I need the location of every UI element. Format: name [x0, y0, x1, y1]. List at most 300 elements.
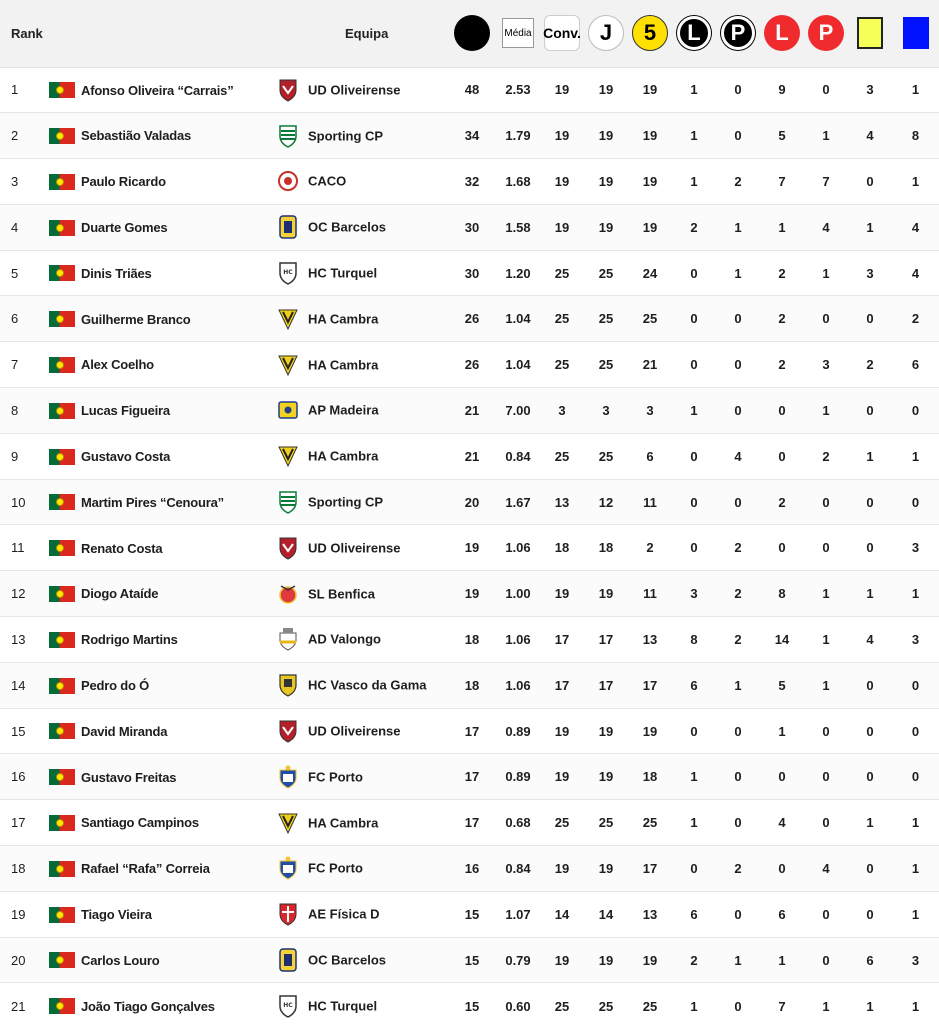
rank-cell: 17	[11, 815, 26, 831]
team-name[interactable]: Sporting CP	[308, 128, 384, 144]
media-cell: 0.68	[505, 815, 531, 831]
cambra-crest-icon	[278, 353, 298, 377]
yellow-cell: 3	[866, 265, 874, 281]
p-cell: 0	[734, 128, 742, 144]
goals-cell: 21	[464, 448, 480, 464]
team-cell[interactable]	[275, 571, 448, 617]
portugal-flag-icon	[49, 678, 75, 694]
team-cell[interactable]	[275, 113, 448, 159]
team-name[interactable]: HC Vasco da Gama	[308, 677, 427, 693]
team-cell[interactable]	[275, 342, 448, 388]
media-cell: 1.20	[505, 265, 531, 281]
oliveirense-crest-icon	[278, 536, 298, 560]
pr-cell: 0	[822, 82, 830, 98]
player-cell[interactable]	[49, 662, 275, 708]
media-cell: 0.89	[505, 723, 531, 739]
team-name[interactable]: FC Porto	[308, 769, 363, 785]
team-name[interactable]: SL Benfica	[308, 586, 375, 602]
l-cell: 1	[690, 769, 698, 785]
oliveirense-crest-icon	[278, 78, 298, 102]
p-cell: 1	[734, 677, 742, 693]
goals-cell: 17	[464, 723, 480, 739]
header-rank[interactable]: Rank	[11, 25, 43, 41]
team-name[interactable]: OC Barcelos	[308, 219, 387, 235]
team-cell[interactable]	[275, 983, 448, 1029]
team-name[interactable]: AD Valongo	[308, 631, 381, 647]
team-name[interactable]: HA Cambra	[308, 448, 379, 464]
pr-cell: 1	[822, 402, 830, 418]
j-cell: 17	[598, 631, 614, 647]
j-cell: 3	[602, 402, 610, 418]
conv-cell: 25	[554, 357, 570, 373]
table-row[interactable]	[0, 846, 939, 892]
l-cell: 3	[690, 586, 698, 602]
team-cell[interactable]	[275, 159, 448, 205]
table-row[interactable]	[0, 159, 939, 205]
portugal-flag-icon	[49, 449, 75, 465]
media-cell: 1.06	[505, 631, 531, 647]
player-name[interactable]: Tiago Vieira	[81, 907, 152, 923]
media-box: Média	[502, 18, 534, 48]
team-name[interactable]: AP Madeira	[308, 402, 379, 418]
yellow-cell: 0	[866, 769, 874, 785]
player-cell[interactable]	[49, 937, 275, 983]
rank-cell: 18	[11, 860, 26, 876]
p-cell: 2	[734, 173, 742, 189]
header-yellow-card[interactable]	[848, 0, 892, 67]
table-row[interactable]	[0, 937, 939, 983]
player-cell[interactable]	[49, 708, 275, 754]
player-name[interactable]: Lucas Figueira	[81, 403, 170, 419]
l-cell: 1	[690, 173, 698, 189]
conv-cell: 25	[554, 265, 570, 281]
oliveirense-crest-icon	[278, 719, 298, 743]
five-cell: 18	[642, 769, 658, 785]
porto-crest-icon	[278, 765, 298, 789]
lr-cell: 7	[778, 173, 786, 189]
five-cell: 25	[642, 311, 658, 327]
team-name[interactable]: HA Cambra	[308, 815, 379, 831]
header-l-red[interactable]	[760, 0, 804, 67]
rank-cell: 7	[11, 357, 19, 373]
table-row[interactable]	[0, 433, 939, 479]
team-name[interactable]: Sporting CP	[308, 494, 384, 510]
lr-cell: 0	[778, 402, 786, 418]
j-cell: 25	[598, 311, 614, 327]
porto-crest-icon	[278, 856, 298, 880]
j-cell: 19	[598, 128, 614, 144]
yellow-cell: 1	[866, 586, 874, 602]
l-cell: 0	[690, 357, 698, 373]
pr-cell: 1	[822, 631, 830, 647]
l-cell: 1	[690, 128, 698, 144]
team-name[interactable]: OC Barcelos	[308, 952, 387, 968]
player-name[interactable]: Guilherme Branco	[81, 311, 191, 327]
turquel-crest-icon	[278, 994, 298, 1018]
blue-cell: 3	[911, 631, 920, 647]
media-cell: 2.53	[505, 82, 531, 98]
player-cell[interactable]	[49, 800, 275, 846]
portugal-flag-icon	[49, 220, 75, 236]
goals-cell: 21	[464, 402, 480, 418]
media-cell: 0.60	[505, 998, 531, 1014]
p-cell: 1	[734, 952, 742, 968]
lr-cell: 0	[778, 448, 786, 464]
table-row[interactable]	[0, 113, 939, 159]
p-cell: 0	[734, 769, 742, 785]
table-row[interactable]	[0, 571, 939, 617]
goals-cell: 17	[464, 815, 480, 831]
j-cell: 25	[598, 448, 614, 464]
conv-cell: 3	[558, 402, 566, 418]
conv-cell: 19	[554, 769, 570, 785]
conv-cell: 19	[554, 128, 570, 144]
pr-cell: 0	[822, 494, 830, 510]
media-cell: 0.84	[505, 448, 531, 464]
team-cell[interactable]	[275, 388, 448, 434]
yellow-card-icon	[857, 17, 883, 49]
j-cell: 12	[598, 494, 614, 510]
five-cell: 11	[643, 586, 657, 602]
five-cell: 2	[646, 540, 654, 556]
player-name[interactable]: Diogo Ataíde	[81, 586, 159, 602]
table-row[interactable]	[0, 800, 939, 846]
l-cell: 8	[690, 631, 698, 647]
player-cell[interactable]	[49, 525, 275, 571]
table-row[interactable]	[0, 204, 939, 250]
pr-cell: 0	[822, 906, 830, 922]
p-cell: 0	[734, 723, 742, 739]
rank-cell: 12	[11, 586, 26, 602]
table-row[interactable]	[0, 617, 939, 663]
table-body	[0, 67, 939, 1029]
player-cell[interactable]	[49, 204, 275, 250]
team-cell[interactable]	[275, 708, 448, 754]
yellow-cell: 0	[866, 906, 874, 922]
yellow-cell: 3	[866, 82, 874, 98]
header-team[interactable]: Equipa	[345, 25, 389, 41]
team-name[interactable]: FC Porto	[308, 860, 363, 876]
yellow-cell: 4	[866, 631, 874, 647]
p-black-icon: P	[721, 16, 755, 50]
player-name[interactable]: Martim Pires “Cenoura”	[81, 494, 224, 510]
blue-cell: 1	[911, 82, 920, 98]
player-cell[interactable]	[49, 296, 275, 342]
conv-cell: 17	[554, 631, 570, 647]
team-cell[interactable]	[275, 846, 448, 892]
team-name[interactable]: UD Oliveirense	[308, 540, 401, 556]
j-cell: 25	[598, 265, 614, 281]
rank-cell: 21	[11, 998, 26, 1014]
five-cell: 19	[642, 173, 658, 189]
player-cell[interactable]	[49, 754, 275, 800]
pr-cell: 4	[822, 219, 830, 235]
team-name[interactable]: HC Turquel	[308, 265, 378, 281]
p-cell: 2	[734, 586, 742, 602]
l-cell: 1	[690, 815, 698, 831]
l-cell: 2	[690, 952, 698, 968]
player-name[interactable]: Dinis Triães	[81, 265, 152, 281]
j-cell: 19	[598, 723, 614, 739]
yellow-cell: 1	[866, 448, 874, 464]
goals-cell: 26	[464, 311, 480, 327]
team-cell[interactable]	[275, 433, 448, 479]
team-name[interactable]: AE Física D	[308, 906, 380, 922]
five-cell: 19	[642, 723, 658, 739]
player-name[interactable]: Carlos Louro	[81, 952, 160, 968]
player-cell[interactable]	[49, 250, 275, 296]
yellow-cell: 0	[866, 402, 874, 418]
p-cell: 0	[734, 402, 742, 418]
team-cell[interactable]	[275, 937, 448, 983]
p-cell: 1	[734, 219, 742, 235]
yellow-cell: 0	[866, 494, 874, 510]
rank-cell: 11	[11, 540, 25, 556]
yellow-cell: 0	[866, 173, 874, 189]
l-cell: 0	[690, 540, 698, 556]
portugal-flag-icon	[49, 540, 75, 556]
player-cell[interactable]	[49, 67, 275, 113]
team-cell[interactable]	[275, 204, 448, 250]
yellow-cell: 2	[866, 357, 874, 373]
blue-cell: 1	[911, 998, 920, 1014]
pr-cell: 0	[822, 815, 830, 831]
header-five[interactable]	[628, 0, 672, 67]
player-name[interactable]: Duarte Gomes	[81, 220, 168, 236]
portugal-flag-icon	[49, 632, 75, 648]
p-cell: 0	[734, 311, 742, 327]
goals-cell: 19	[464, 586, 480, 602]
player-name[interactable]: Paulo Ricardo	[81, 174, 166, 190]
team-name[interactable]: HA Cambra	[308, 311, 379, 327]
five-cell: 25	[642, 998, 658, 1014]
team-cell[interactable]	[275, 67, 448, 113]
j-cell: 14	[598, 906, 614, 922]
player-name[interactable]: Gustavo Freitas	[81, 769, 177, 785]
l-cell: 2	[690, 219, 698, 235]
header-games[interactable]	[584, 0, 628, 67]
five-cell: 13	[642, 631, 658, 647]
header-l-black[interactable]	[672, 0, 716, 67]
player-name[interactable]: Afonso Oliveira “Carrais”	[81, 82, 234, 98]
turquel-crest-icon	[278, 261, 298, 285]
player-cell[interactable]	[49, 388, 275, 434]
header-conv[interactable]	[540, 0, 584, 67]
table-row[interactable]	[0, 479, 939, 525]
lr-cell: 0	[778, 540, 786, 556]
table-row[interactable]	[0, 891, 939, 937]
j-cell: 19	[598, 952, 614, 968]
conv-cell: 19	[554, 723, 570, 739]
player-name[interactable]: David Miranda	[81, 723, 168, 739]
conv-cell: 19	[554, 952, 570, 968]
player-cell[interactable]	[49, 342, 275, 388]
pr-cell: 3	[822, 357, 830, 373]
pr-cell: 2	[822, 448, 830, 464]
l-cell: 1	[690, 402, 698, 418]
l-cell: 0	[690, 860, 698, 876]
media-cell: 1.04	[505, 357, 531, 373]
team-cell[interactable]	[275, 891, 448, 937]
yellow-cell: 4	[866, 128, 874, 144]
table-row[interactable]	[0, 342, 939, 388]
player-cell[interactable]	[49, 113, 275, 159]
player-cell[interactable]	[49, 891, 275, 937]
table-row[interactable]	[0, 296, 939, 342]
svg-text:HC: HC	[283, 1002, 293, 1010]
team-name[interactable]: HC Turquel	[308, 998, 378, 1014]
rank-cell: 14	[11, 677, 26, 693]
header-p-red[interactable]	[804, 0, 848, 67]
team-cell[interactable]	[275, 250, 448, 296]
team-name[interactable]: CACO	[308, 173, 347, 189]
l-red-icon: L	[764, 15, 800, 51]
player-name[interactable]: Santiago Campinos	[81, 815, 199, 831]
goals-cell: 15	[464, 998, 480, 1014]
pr-cell: 1	[822, 128, 830, 144]
player-name[interactable]: Sebastião Valadas	[81, 128, 192, 144]
goals-cell: 30	[464, 265, 480, 281]
goals-cell: 18	[464, 677, 480, 693]
cambra-crest-icon	[278, 811, 298, 835]
j-cell: 19	[598, 173, 614, 189]
table-row[interactable]	[0, 708, 939, 754]
pr-cell: 1	[822, 586, 830, 602]
header-p-black[interactable]	[716, 0, 760, 67]
goals-cell: 16	[464, 860, 480, 876]
team-cell[interactable]	[275, 617, 448, 663]
portugal-flag-icon	[49, 82, 75, 98]
caco-crest-icon	[278, 169, 298, 193]
five-cell: 11	[643, 494, 657, 510]
player-cell[interactable]	[49, 433, 275, 479]
goals-cell: 18	[464, 631, 480, 647]
yellow-cell: 0	[866, 540, 874, 556]
media-cell: 1.04	[505, 311, 531, 327]
media-cell: 0.84	[505, 860, 531, 876]
conv-cell: 19	[554, 173, 570, 189]
five-cell: 3	[646, 402, 654, 418]
rank-cell: 1	[11, 82, 19, 98]
player-cell[interactable]	[49, 846, 275, 892]
team-cell[interactable]	[275, 296, 448, 342]
svg-text:HC: HC	[283, 269, 293, 277]
lr-cell: 4	[778, 815, 786, 831]
team-cell[interactable]	[275, 479, 448, 525]
table-row[interactable]	[0, 754, 939, 800]
player-name[interactable]: Alex Coelho	[81, 357, 154, 373]
team-cell[interactable]	[275, 800, 448, 846]
table-row[interactable]	[0, 662, 939, 708]
rank-cell: 10	[11, 494, 26, 510]
player-cell[interactable]	[49, 159, 275, 205]
five-cell: 13	[642, 906, 658, 922]
blue-cell: 1	[911, 586, 920, 602]
team-cell[interactable]	[275, 662, 448, 708]
blue-cell: 3	[911, 540, 920, 556]
table-row[interactable]	[0, 250, 939, 296]
header-media[interactable]	[496, 0, 540, 67]
player-name[interactable]: João Tiago Gonçalves	[81, 998, 215, 1014]
goals-cell: 34	[464, 128, 480, 144]
lr-cell: 9	[778, 82, 786, 98]
lr-cell: 6	[778, 906, 786, 922]
player-name[interactable]: Rafael “Rafa” Correia	[81, 861, 210, 877]
lr-cell: 0	[778, 860, 786, 876]
header-blue-card[interactable]	[892, 0, 939, 67]
rank-cell: 4	[11, 219, 19, 235]
portugal-flag-icon	[49, 998, 75, 1014]
table-row[interactable]	[0, 525, 939, 571]
goals-cell: 32	[464, 173, 480, 189]
rank-cell: 13	[11, 631, 26, 647]
j-cell: 19	[598, 82, 614, 98]
lr-cell: 2	[778, 494, 786, 510]
header-goals[interactable]	[448, 0, 496, 67]
conv-box: Conv.	[544, 15, 580, 51]
rank-cell: 3	[11, 173, 19, 189]
media-cell: 1.68	[505, 173, 531, 189]
rank-cell: 15	[11, 723, 26, 739]
lr-cell: 5	[778, 128, 786, 144]
player-cell[interactable]	[49, 983, 275, 1029]
team-cell[interactable]	[275, 754, 448, 800]
yellow-cell: 1	[866, 998, 874, 1014]
rank-cell: 16	[11, 769, 26, 785]
conv-cell: 19	[554, 82, 570, 98]
table-row[interactable]	[0, 983, 939, 1029]
p-cell: 1	[734, 265, 742, 281]
table-row[interactable]	[0, 388, 939, 434]
player-cell[interactable]	[49, 479, 275, 525]
team-name[interactable]: UD Oliveirense	[308, 723, 401, 739]
team-name[interactable]: HA Cambra	[308, 357, 379, 373]
conv-cell: 25	[554, 448, 570, 464]
team-cell[interactable]	[275, 525, 448, 571]
media-cell: 1.79	[505, 128, 531, 144]
goals-cell: 30	[464, 219, 480, 235]
media-cell: 0.79	[505, 952, 531, 968]
player-cell[interactable]	[49, 617, 275, 663]
l-cell: 6	[690, 677, 698, 693]
conv-cell: 25	[554, 815, 570, 831]
table-row[interactable]	[0, 67, 939, 113]
player-name[interactable]: Renato Costa	[81, 540, 163, 556]
player-name[interactable]: Gustavo Costa	[81, 449, 171, 465]
player-cell[interactable]	[49, 571, 275, 617]
blue-cell: 1	[911, 173, 920, 189]
table-header-row	[0, 0, 939, 67]
blue-cell: 4	[911, 265, 920, 281]
j-cell: 19	[598, 860, 614, 876]
yellow-cell: 0	[866, 677, 874, 693]
pr-cell: 1	[822, 265, 830, 281]
sporting-crest-icon	[278, 124, 298, 148]
player-name[interactable]: Rodrigo Martins	[81, 632, 178, 648]
portugal-flag-icon	[49, 769, 75, 785]
benfica-crest-icon	[278, 582, 298, 606]
media-cell: 1.00	[505, 586, 531, 602]
portugal-flag-icon	[49, 586, 75, 602]
team-name[interactable]: UD Oliveirense	[308, 82, 401, 98]
header-player	[49, 0, 275, 67]
lr-cell: 2	[778, 311, 786, 327]
player-name[interactable]: Pedro do Ó	[81, 678, 150, 694]
l-cell: 6	[690, 906, 698, 922]
five-cell: 19	[642, 82, 658, 98]
lr-cell: 1	[778, 952, 786, 968]
portugal-flag-icon	[49, 815, 75, 831]
